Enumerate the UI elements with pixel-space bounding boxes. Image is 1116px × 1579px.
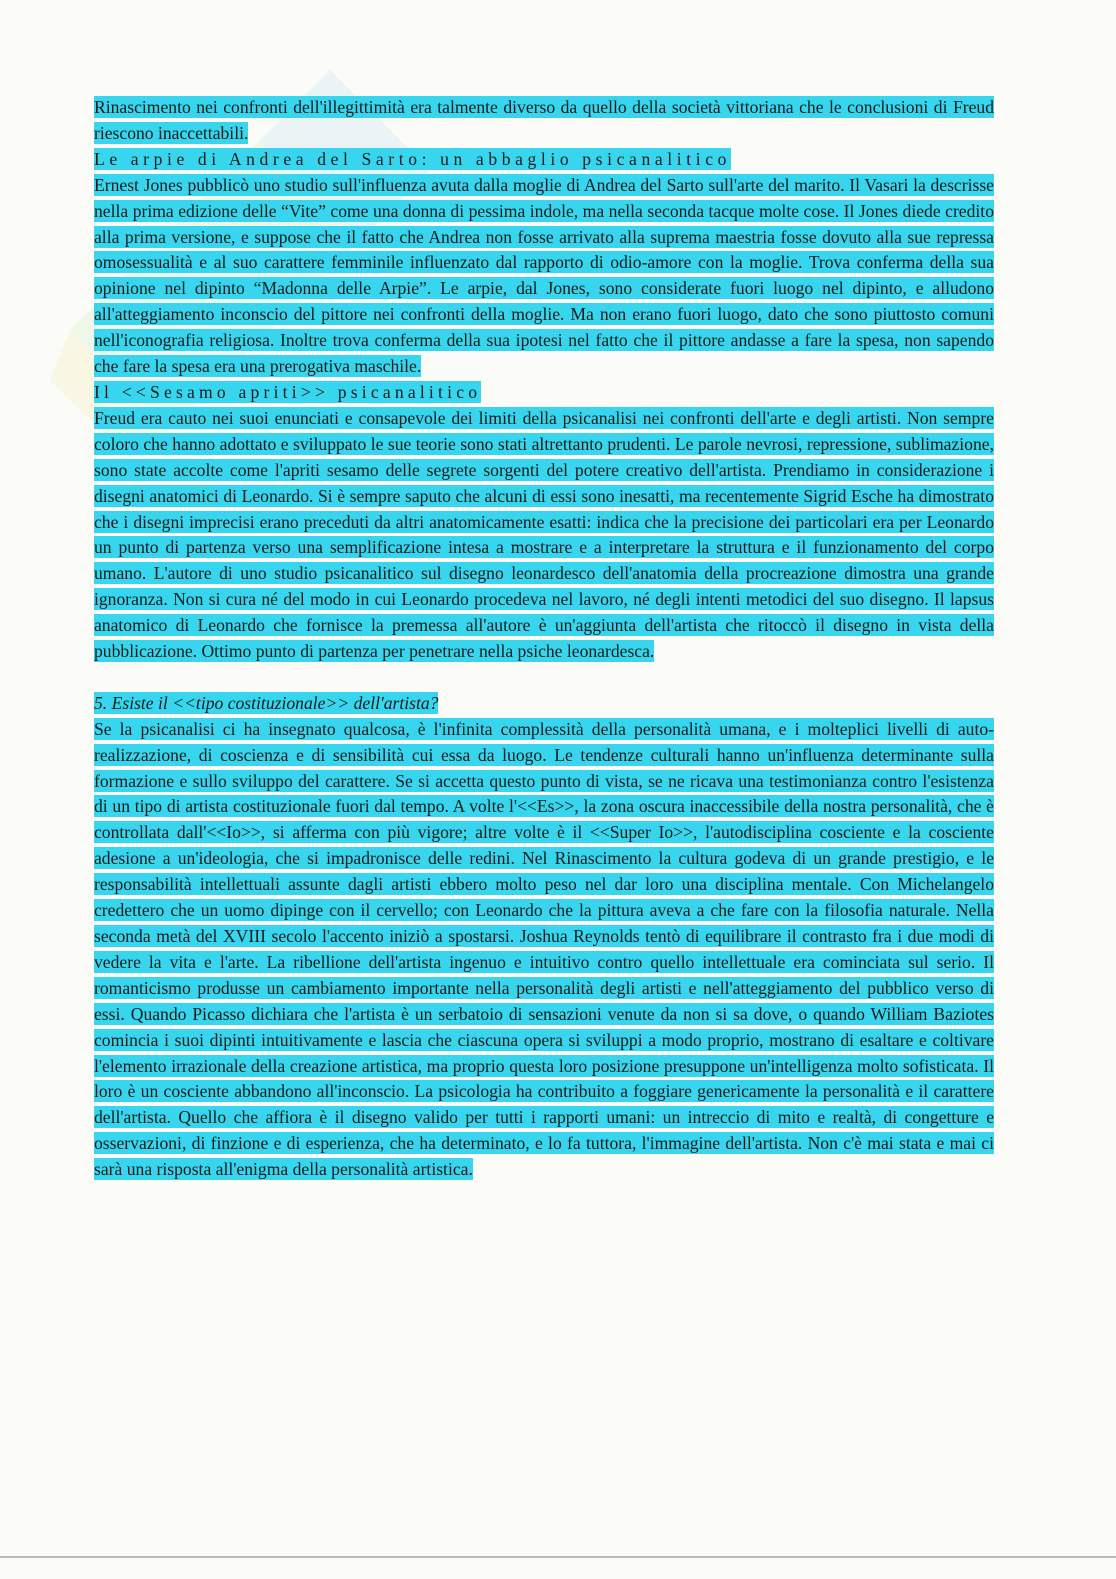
highlighted-heading: 5. Esiste il <<tipo costituzionale>> dell'artista? <box>94 692 439 713</box>
highlighted-text: Freud era cauto nei suoi enunciati e consapevole dei limiti della psicanalisi nei confronti dell'arte e degli artisti. Non sempre coloro che hanno adottato e sviluppato le sue teorie sono stati altrettanto prudenti. Le parole nevrosi, repressione, sublimazione, sono state accolte come l'apriti sesamo delle segrete sorgenti del potere creativo dell'artista. Prendiamo in considerazione i disegni anatomici di Leonardo. Si è sempre saputo che alcuni di essi sono inesatti, ma recentemente Sigrid Esche ha dimostrato che i disegni imprecisi erano preceduti da altri anatomicamente esatti: indica che la precisione dei particolari era per Leonardo un punto di partenza verso una semplificazione intesa a mostrare e a interpretare la struttura e il funzionamento del corpo umano. L'autore di uno studio psicanalitico sul disegno leonardesco dell'anatomia della procreazione dimostra una grande ignoranza. Non si cura né del modo in cui Leonardo procedeva nel lavoro, né degli intenti metodici del suo disegno. Il lapsus anatomico di Leonardo che fornisce la premessa all'autore è un'aggiunta dell'artista che ritoccò il disegno in vista della pubblicazione. Ottimo punto di partenza per penetrare nella psiche leonardesca. <box>94 407 994 662</box>
section-title-tipo-costituzionale <box>94 691 994 717</box>
highlighted-text: Ernest Jones pubblicò uno studio sull'influenza avuta dalla moglie di Andrea del Sarto sull'arte del marito. Il Vasari la descrisse nella prima edizione delle “Vite” come una donna di pessima indole, ma nella seconda tacque molte cose. Il Jones diede credito alla prima versione, e suppose che il fatto che Andrea non fosse arrivato alla suprema maestria fosse dovuto alla sue repressa omosessualità e al suo carattere femminile influenzato dal rapporto di odio-amore con la moglie. Trova conferma della sua opinione nel dipinto “Madonna delle Arpie”. Le arpie, dal Jones, sono considerate fuori luogo nel dipinto, e alludono all'atteggiamento inconscio del pittore nei confronti della moglie. Ma non erano fuori luogo, dato che sono piuttosto comuni nell'iconografia religiosa. Inoltre trova conferma della sua ipotesi nel fatto che il pittore andasse a fare la spesa, non sapendo che fare la spesa era una prerogativa maschile. <box>94 174 994 377</box>
heading-sesamo <box>94 380 994 406</box>
paragraph-arpie <box>94 173 994 380</box>
document-page <box>94 95 994 1183</box>
paragraph-tipo-costituzionale <box>94 717 994 1183</box>
scan-bottom-edge <box>0 1556 1116 1558</box>
highlighted-heading: Il <<Sesamo apriti>> psicanalitico <box>94 381 482 402</box>
heading-arpie <box>94 147 994 173</box>
highlighted-heading: Le arpie di Andrea del Sarto: un abbaglio psicanalitico <box>94 148 732 169</box>
paragraph-sesamo <box>94 406 994 665</box>
highlighted-text: Se la psicanalisi ci ha insegnato qualcosa, è l'infinita complessità della personalità umana, e i molteplici livelli di auto-realizzazione, di coscienza e di sensibilità cui essa da luogo. Le tendenze culturali hanno un'influenza determinante sulla formazione e sullo sviluppo del carattere. Se si accetta questo punto di vista, se ne ricava una testimonianza contro l'esistenza di un tipo di artista costituzionale fuori dal tempo. A volte l'<<Es>>, la zona oscura inaccessibile della nostra personalità, che è controllata dall'<<Io>>, si afferma con più vigore; altre volte è il <<Super Io>>, l'autodisciplina cosciente e la cosciente adesione a un'ideologia, che si impadronisce delle redini. Nel Rinascimento la cultura godeva di un grande prestigio, e le responsabilità intellettuali assunte dagli artisti ebbero molto peso nel dar loro una disciplina mentale. Con Michelangelo credettero che un uomo dipinge con il cervello; con Leonardo che la pittura aveva a che fare con la filosofia naturale. Nella seconda metà del XVIII secolo l'accento iniziò a spostarsi. Joshua Reynolds tentò di equilibrare il contrasto fra i due modi di vedere la vita e l'arte. La ribellione dell'artista ingenuo e intuitivo contro quello intellettuale era cominciata sul serio. Il romanticismo produsse un cambiamento importante nella personalità degli artisti e nell'atteggiamento del pubblico verso di essi. Quando Picasso dichiara che l'artista è un serbatoio di sensazioni venute da non si sa dove, o quando William Baziotes comincia i suoi dipinti intuitivamente e lascia che ciascuna opera si sviluppi a modo proprio, mostrano di esaltare e coltivare l'elemento irrazionale della creazione artistica, ma proprio questa loro posizione presuppone un'intelligenza molto sofisticata. Il loro è un cosciente abbandono all'inconscio. La psicologia ha contribuito a foggiare genericamente la personalità e il carattere dell'artista. Quello che affiora è il disegno valido per tutti i rapporti umani: un intreccio di mito e realtà, di congetture e osservazioni, di finzione e di esperienza, che ha determinato, e lo fa tuttora, l'immagine dell'artista. Non c'è mai stata e mai ci sarà una risposta all'enigma della personalità artistica. <box>94 718 994 1180</box>
highlighted-text: Rinascimento nei confronti dell'illegittimità era talmente diverso da quello della società vittoriana che le conclusioni di Freud riescono inaccettabili. <box>94 97 994 143</box>
paragraph-intro <box>94 95 994 147</box>
